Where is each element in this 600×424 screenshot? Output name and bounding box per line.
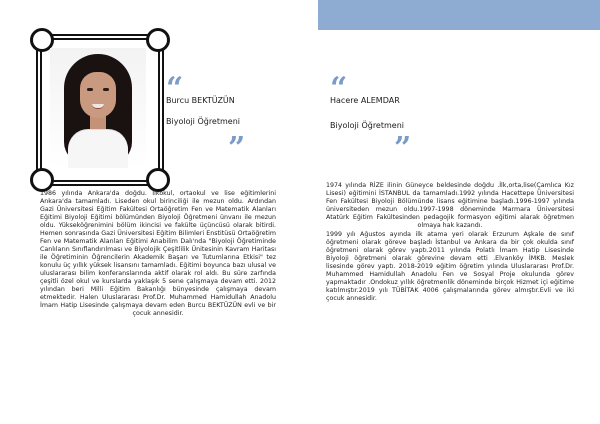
teacher-role: Biyoloji Öğretmeni <box>330 121 404 130</box>
teacher-name: Burcu BEKTÜZÜN <box>166 96 235 105</box>
portrait-face <box>80 72 116 118</box>
bio-paragraph: 1974 yılında RİZE ilinin Güneyce beldesinde doğdu .İlk,orta,lise(Çamlıca Kız Lisesi) eğitimini İSTANBUL da tamamladı.1992 yılında Hacettepe Üniversitesi Fen Fakültesi Biyoloji Bölümünde lisans eğitimine başladı.1996-1997 yılında üniversiteden mezun oldu.1997-1998 döneminde Marmara Üniversitesi Atatürk Eğitim Fakültesinden pedagojik formasyon eğitimi alarak öğretmen olmaya hak kazandı. <box>326 182 574 229</box>
frame-ornament <box>30 168 54 192</box>
teacher-bio <box>326 182 574 303</box>
open-quote-icon: “ <box>166 71 184 106</box>
teacher-role: Biyoloji Öğretmeni <box>166 117 240 126</box>
open-quote-icon: “ <box>330 71 348 106</box>
frame-ornament <box>146 28 170 52</box>
frame-ornament <box>146 168 170 192</box>
close-quote-icon: ” <box>228 131 246 166</box>
portrait-eye <box>103 88 109 91</box>
teacher-bio <box>40 190 276 318</box>
teacher-portrait-photo <box>50 48 146 168</box>
right-page <box>300 0 600 424</box>
portrait-shirt <box>68 130 128 168</box>
bio-paragraph: 1999 yılı Ağustos ayında ilk atama yeri olarak Erzurum Aşkale de sınıf öğretmeni olarak göreve başladı İstanbul ve Ankara da bir çok okulda sınıf öğretmeni olarak görev yaptı.2011 yılında Polatlı İmam Hatip Lisesinde Biyoloji öğretmeni olarak görevine devam etti .Elvanköy İMKB. Meslek lisesinde görev yaptı. 2018-2019 eğitim öğretim yılında Uluslararası Prof.Dr. Muhammed Hamidullah Anadolu Fen ve Sosyal Proje okulunda görev yapmaktadır .Ondokuz yıllık öğretmenlik döneminde birçok Hizmet içi eğitime katılmıştır.2019 yılı TÜBİTAK 4006 çalışmalarında görev almıştır.Evli ve iki çocuk annesidir. <box>326 231 574 302</box>
teacher-name: Hacere ALEMDAR <box>330 96 400 105</box>
close-quote-icon: ” <box>394 131 412 166</box>
ornate-photo-frame <box>36 34 164 186</box>
portrait-eye <box>87 88 93 91</box>
bio-paragraph: 1986 yılında Ankara'da doğdu. İlkokul, ortaokul ve lise eğitimlerini Ankara'da tamamladı. Liseden okul birinciliği ile mezun oldu. Ardından Gazi Üniversitesi Eğitim Fakültesi Ortaöğretim Fen ve Matematik Alanları Eğitimi Biyoloji Eğitimi bölümünden Biyoloji Öğretmeni ünvanı ile mezun oldu. Yükseköğrenimini bölüm ikincisi ve fakülte üçüncüsü olarak bitirdi. Hemen sonrasında Gazi Üniversitesi Eğitim Bilimleri Enstitüsü Ortaöğretim Fen ve Matematik Alanları Eğitimi Anabilim Dalı'nda "Biyoloji Öğretiminde Canlıların Sınıflandırılması ve Biyolojik Çeşitlilik Ünitesinin Kavram Haritası ile Öğretiminin Öğrencilerin Akademik Başarı ve Tutumlarına Etkisi" tez konulu üç yıllık yüksek lisansını tamamladı. Eğitimi boyunca bazı ulusal ve uluslararası bilim konferanslarında aktif olarak rol aldı. Bu süre zarfında çeşitli özel okul ve kurslarda yaklaşık 5 sene çalışmaya devam etti. 2012 yılından beri Milli Eğitim Bakanlığı bünyesinde çalışmaya devam etmektedir. Halen Uluslararası Prof.Dr. Muhammed Hamidullah Anadolu İmam Hatip Lisesinde çalışmaya devam eden Burcu BEKTÜZÜN evli ve bir çocuk annesidir. <box>40 190 276 317</box>
